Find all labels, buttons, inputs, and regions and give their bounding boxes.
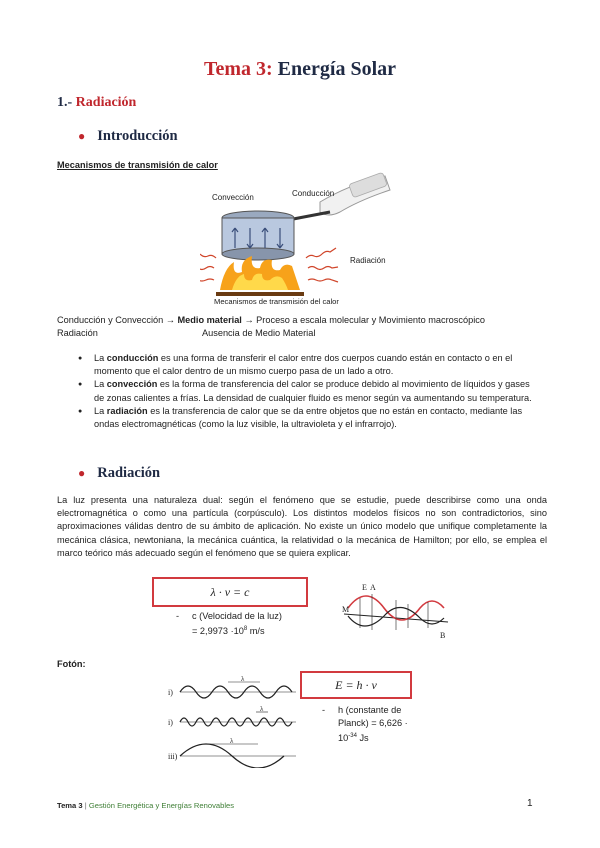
wave-label-i: i) [168,688,173,697]
section-label: Radiación [75,95,137,110]
bullet-icon: ● [78,129,86,143]
subheading-radiacion-text: Radiación [97,465,161,481]
em-label-b: B [440,631,446,640]
pot-bottom [222,248,294,260]
figure-caption: Mecanismos de transmisión del calor [214,297,339,306]
line-b-left: Radiación [57,328,98,338]
line-a-left: Conducción y Convección → [57,315,175,325]
section-heading [57,95,136,111]
label-radiacion: Radiación [350,256,386,265]
label-conduccion: Conducción [292,189,335,198]
note-speed-of-light: - c (Velocidad de la luz) = $2,9973 \cdot 10^8$ m/s [176,611,282,637]
flames [216,256,304,296]
footer-tema: Tema 3 [57,801,83,810]
wave-label-ii: i) [168,718,173,727]
formula-photon: E = h · v [300,671,412,699]
list-item: ● La convección es la forma de transferencia del calor se produce debido al movimiento de líquidos y gases de zonas calientes a frías. La densidad de cualquier fluido es menor según va aumentando su temperatura. [78,378,540,404]
bullet-icon: ● [78,466,86,480]
foton-label: Fotón: [57,659,86,669]
em-label-a: A [370,583,376,592]
list-item: ● La radiación es la transferencia de calor que se da entre objetos que no están en contacto, mediante las ondas electromagnéticas (como la luz visible, la ultravioleta y el infrarrojo). [78,405,540,431]
heat-transfer-figure [200,172,400,307]
line-b-right: Ausencia de Medio Material [202,328,316,338]
note-planck: - h (constante de Planck) = 6,626 · $10^{-34}$ Js [322,705,408,744]
line-a-bold: Medio material [177,315,242,325]
subheading-intro-text: Introducción [97,128,178,144]
em-label-e: E [362,583,367,592]
subheading-radiacion [78,465,160,482]
wave-label-iii: iii) [168,752,178,761]
lambda-label-i: λ [241,676,245,683]
paragraph: La luz presenta una naturaleza dual: según el fenómeno que se estudie, puede describirse como una onda electromagnética o como una partícula (corpúsculo). Los distintos modelos físicos no son contradictorios, sino aproximaciones válidas dentro de su ámbito de aplicación. No existe un único modelo que unifique completamente la mecánica clásica, newtoniana, la mecánica cuántica, la relatividad o la mecánica de Hamilton; por ello, se emplea el marco teórico más adecuado según el fenómeno que se quiera explicar. [57,495,547,558]
lambda-label-iii: λ [230,737,234,745]
title-prefix: Tema 3: [203,58,273,80]
page-number: 1 [527,798,533,809]
bullet-list [78,352,540,431]
waves-illustration [168,676,300,768]
page-title [0,58,600,81]
lambda-label-ii: λ [260,705,264,713]
footer-subject: Gestión Energética y Energías Renovables [88,801,235,810]
list-item: ● La conducción es una forma de transferir el calor entre dos cuerpos cuando están en contacto o en el momento que el calor dentro de un mismo cuerpo pasa de un lado a otro. [78,352,540,378]
section-number: 1.- [57,95,73,110]
mechanisms-title: Mecanismos de transmisión de calor [57,160,218,170]
heat-transfer-illustration [200,172,400,307]
title-main: Energía Solar [277,58,397,80]
formula-wave: λ · v = c [152,577,308,607]
footer: Tema 3 | Gestión Energética y Energías Renovables [57,801,235,810]
subheading-intro [78,128,178,145]
em-label-m: M [342,605,350,614]
line-a [57,314,557,327]
label-conveccion: Convección [212,193,254,202]
em-wave-figure [340,578,452,648]
em-wave-illustration [340,578,452,648]
line-a-right: → Proceso a escala molecular y Movimiento macroscópico [244,315,485,325]
waves-figure [168,676,300,768]
